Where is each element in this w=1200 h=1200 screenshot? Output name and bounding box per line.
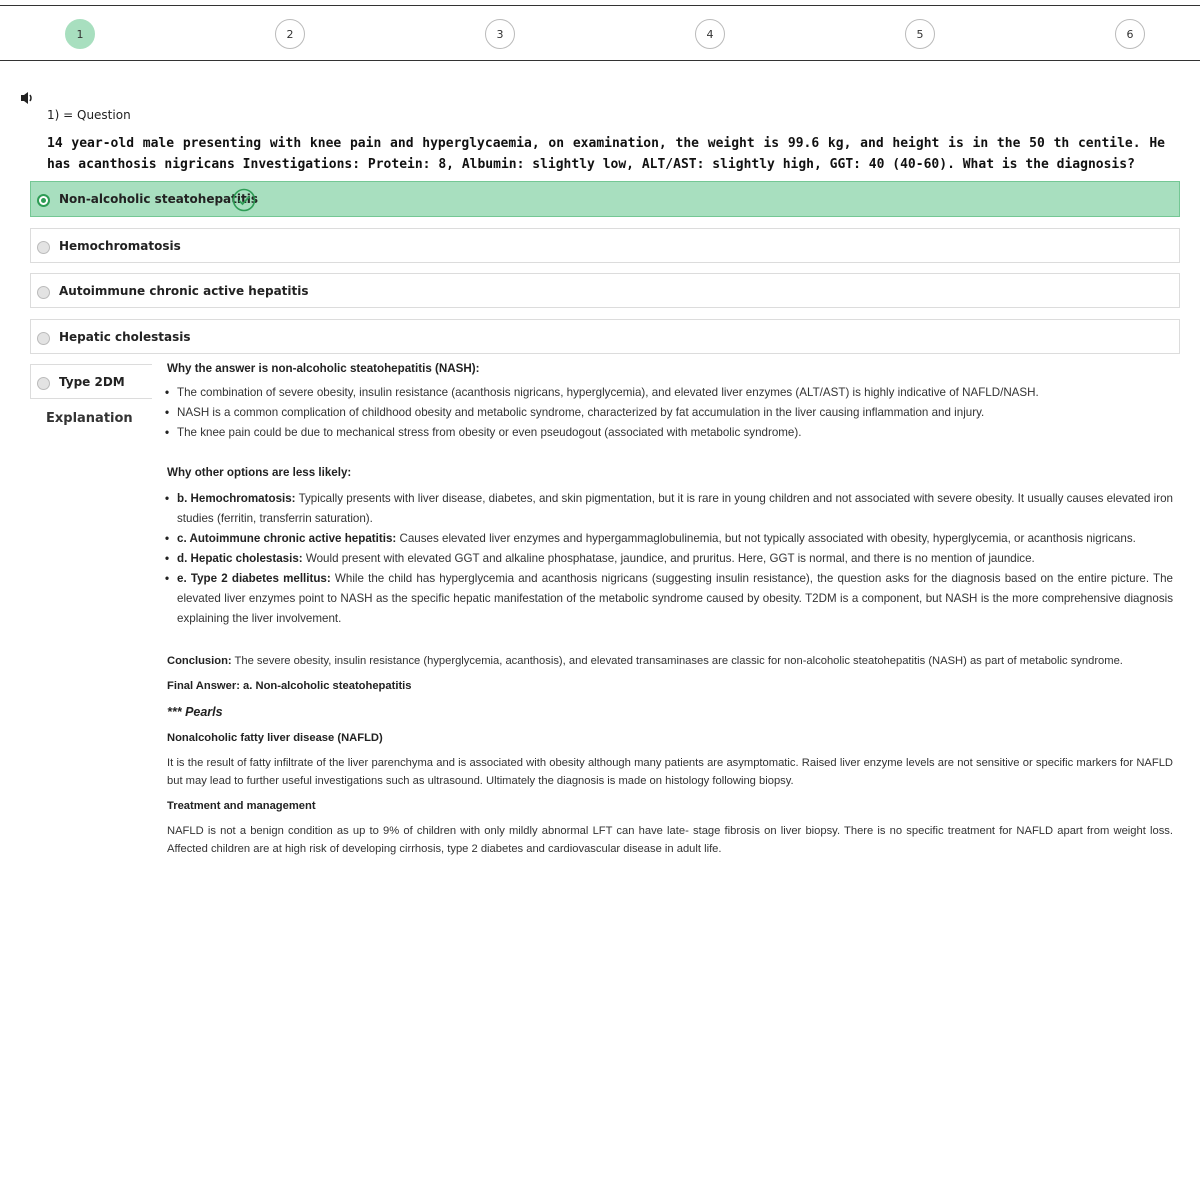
final-answer: Final Answer: a. Non-alcoholic steatohepatitis <box>167 680 412 692</box>
option-a-label: Non-alcoholic steatohepatitis <box>59 192 258 206</box>
other-option-lead: b. Hemochromatosis: <box>177 492 296 505</box>
explanation-panel <box>167 359 1173 858</box>
option-b-label: Hemochromatosis <box>59 239 181 253</box>
other-option-text: While the child has hyperglycemia and acanthosis nigricans (suggesting insulin resistance), the question asks for the diagnosis based on the entire picture. The elevated liver enzymes point to NASH as the specific hepatic manifestation of the metabolic syndrome caused by obesity. T2DM is a component, but NASH is the more comprehensive diagnosis explaining the liver involvement. <box>177 572 1173 625</box>
nafld-text: It is the result of fatty infiltrate of the liver parenchyma and is associated with obesity although many patients are asymptomatic. Raised liver enzyme levels are not sensitive or specific markers for NAFLD but may lead to further useful investigations such as ultrasound. Ultimately the diagnosis is made on histology following biopsy. <box>167 757 1173 787</box>
conclusion <box>167 651 1173 671</box>
why-point: • The combination of severe obesity, insulin resistance (acanthosis nigricans, hyperglycemia), and elevated liver enzymes (ALT/AST) is highly indicative of NAFLD/NASH. <box>177 383 1173 403</box>
treatment-heading: Treatment and management <box>167 800 316 812</box>
treatment-text: NAFLD is not a benign condition as up to 9% of children with only mildly abnormal LFT can have late- stage fibrosis on liver biopsy. There is no specific treatment for NAFLD apart from weight loss. Affected children are at high risk of developing cirrhosis, type 2 diabetes and cardiovascular disease in adult life. <box>167 825 1173 855</box>
other-option-item <box>177 549 1173 569</box>
other-option-lead: e. Type 2 diabetes mellitus: <box>177 572 331 585</box>
option-a-radio[interactable] <box>37 194 50 207</box>
option-d-radio[interactable] <box>37 332 50 345</box>
step-1-button[interactable]: 1 <box>65 19 95 49</box>
option-c-radio[interactable] <box>37 286 50 299</box>
other-option-lead: c. Autoimmune chronic active hepatitis: <box>177 532 397 545</box>
step-6-button[interactable]: 6 <box>1115 19 1145 49</box>
nafld-heading: Nonalcoholic fatty liver disease (NAFLD) <box>167 732 383 744</box>
option-b-hemochromatosis[interactable] <box>30 228 1180 263</box>
option-e-radio[interactable] <box>37 377 50 390</box>
others-heading: Why other options are less likely: <box>167 466 352 479</box>
why-point: • The knee pain could be due to mechanical stress from obesity or even pseudogout (associated with metabolic syndrome). <box>177 423 1173 443</box>
other-option-lead: d. Hepatic cholestasis: <box>177 552 303 565</box>
step-4-button[interactable]: 4 <box>695 19 725 49</box>
other-option-text: Would present with elevated GGT and alkaline phosphatase, jaundice, and pruritus. Here, GGT is normal, and there is no mention of jaundice. <box>302 552 1035 565</box>
why-list <box>167 383 1173 443</box>
explanation-tab[interactable]: Explanation <box>46 411 133 426</box>
step-3-button[interactable]: 3 <box>485 19 515 49</box>
others-list <box>167 489 1173 629</box>
step-5-button[interactable]: 5 <box>905 19 935 49</box>
other-option-item <box>177 489 1173 529</box>
question-text: 14 year-old male presenting with knee pain and hyperglycaemia, on examination, the weight is 99.6 kg, and height is in the 50 th centile. He has acanthosis nigricans Investigations: Protein: 8, Albumin: slightly low, ALT/AST: slightly high, GGT: 40 (40-60). What is the diagnosis? <box>47 136 1165 172</box>
option-e-label: Type 2DM <box>59 375 125 389</box>
option-c-label: Autoimmune chronic active hepatitis <box>59 284 309 298</box>
option-d-label: Hepatic cholestasis <box>59 330 191 344</box>
option-a-non-alcoholic-steatohepatitis[interactable] <box>30 181 1180 217</box>
option-c-autoimmune-hepatitis[interactable] <box>30 273 1180 308</box>
option-b-radio[interactable] <box>37 241 50 254</box>
why-point: • NASH is a common complication of childhood obesity and metabolic syndrome, characterized by fat accumulation in the liver causing inflammation and injury. <box>177 403 1173 423</box>
other-option-text: Typically presents with liver disease, diabetes, and skin pigmentation, but it is rare in young children and not associated with severe obesity. It usually causes elevated iron studies (ferritin, transferrin saturation). <box>177 492 1173 525</box>
option-d-hepatic-cholestasis[interactable] <box>30 319 1180 354</box>
option-e-type-2dm[interactable] <box>30 364 152 399</box>
other-option-item <box>177 569 1173 629</box>
speaker-icon[interactable] <box>20 91 36 105</box>
conclusion-text: The severe obesity, insulin resistance (hyperglycemia, acanthosis), and elevated transaminases are classic for non-alcoholic steatohepatitis (NASH) as part of metabolic syndrome. <box>231 655 1123 667</box>
question-stepper <box>0 6 1200 61</box>
pearls-heading: *** Pearls <box>167 705 223 719</box>
other-option-text: Causes elevated liver enzymes and hypergammaglobulinemia, but not typically associated with obesity, hyperglycemia, or acanthosis nigricans. <box>396 532 1136 545</box>
step-2-button[interactable]: 2 <box>275 19 305 49</box>
conclusion-lead: Conclusion: <box>167 655 232 667</box>
why-heading: Why the answer is non-alcoholic steatohepatitis (NASH): <box>167 362 480 375</box>
question-label: 1) = Question <box>47 108 131 122</box>
check-circle-icon <box>232 188 256 212</box>
other-option-item <box>177 529 1173 549</box>
